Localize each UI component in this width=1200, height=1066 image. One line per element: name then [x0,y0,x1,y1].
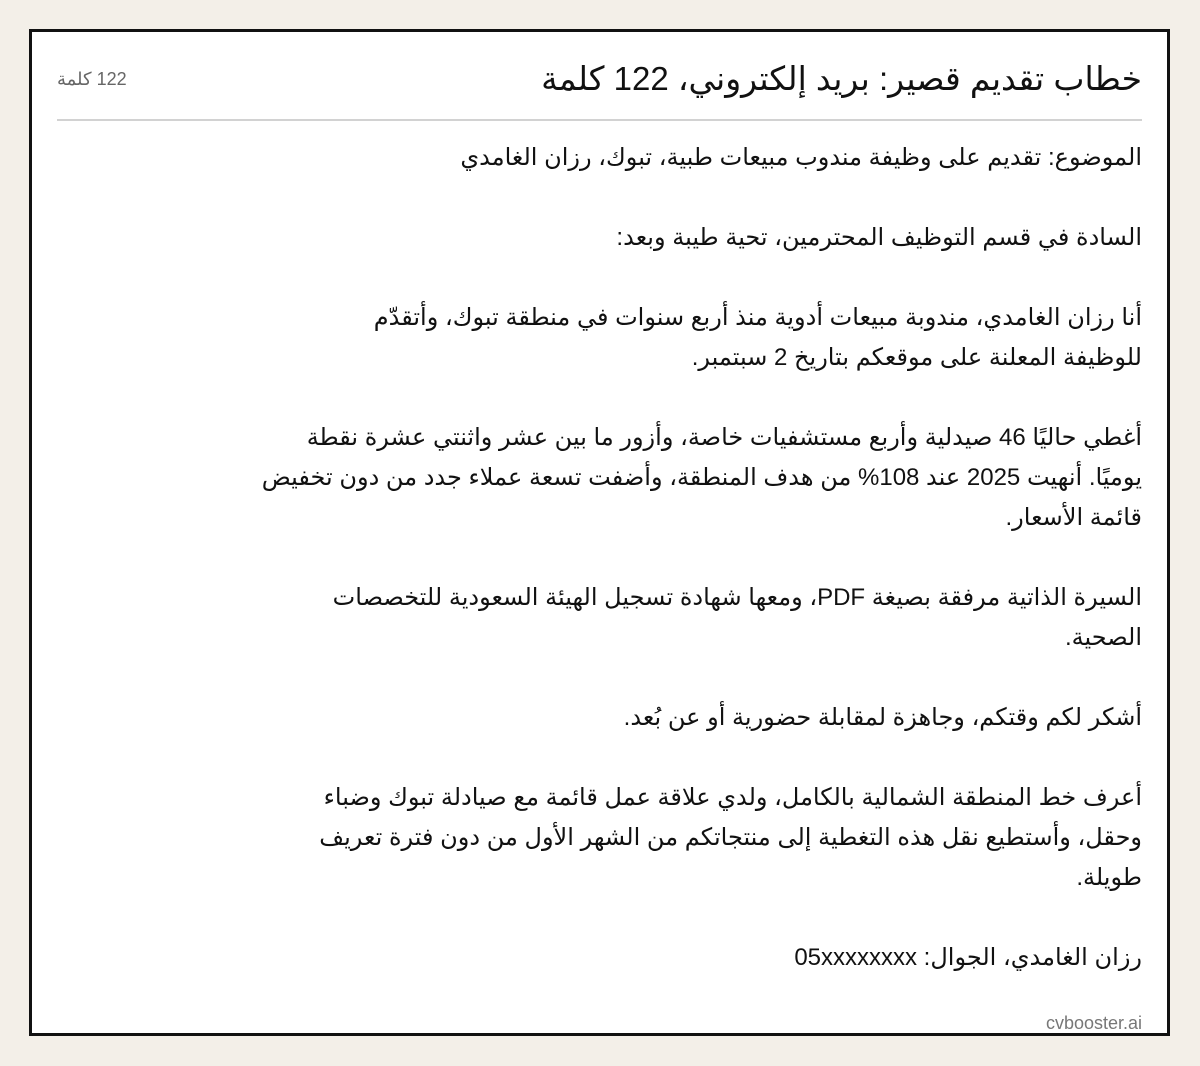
subject-line [182,138,1142,178]
paragraph-line: يوميًا. أنهيت 2025 عند 108% من هدف المنطقة، وأضفت تسعة عملاء جدد من دون تخفيض [261,464,1142,491]
intro-paragraph [182,298,1142,378]
paragraph-line: أعرف خط المنطقة الشمالية بالكامل، ولدي علاقة عمل قائمة مع صيادلة تبوك وضباء [323,784,1142,811]
letter-body [182,138,1142,978]
paragraph-line: وحقل، وأستطيع نقل هذه التغطية إلى منتجاتكم من الشهر الأول من دون فترة تعريف [319,824,1142,851]
signature-paragraph [182,938,1142,978]
paragraph-line: السيرة الذاتية مرفقة بصيغة PDF، ومعها شهادة تسجيل الهيئة السعودية للتخصصات [332,584,1142,611]
greeting-paragraph [182,218,1142,258]
signature-text: رزان الغامدي، الجوال: 05xxxxxxxx [794,944,1142,971]
paragraph-line: طويلة. [1076,864,1142,891]
paragraph-line: الصحية. [1064,624,1142,651]
letter-title: خطاب تقديم قصير: بريد إلكتروني، 122 كلمة [541,60,1142,97]
paragraph-line: أغطي حاليًا 46 صيدلية وأربع مستشفيات خاصة، وأزور ما بين عشر واثنتي عشرة نقطة [306,424,1142,451]
letter-header [57,32,1142,121]
paragraph-line: أنا رزان الغامدي، مندوبة مبيعات أدوية منذ أربع سنوات في منطقة تبوك، وأتقدّم [373,304,1142,331]
paragraph-line: قائمة الأسعار. [1005,504,1142,531]
brand-watermark: cvbooster.ai [1045,1013,1142,1033]
word-count-badge: 122 كلمة [57,69,127,89]
cover-letter-card [29,29,1170,1036]
paragraph-line: أشكر لكم وقتكم، وجاهزة لمقابلة حضورية أو عن بُعد. [623,704,1142,731]
thanks-paragraph [182,698,1142,738]
coverage-paragraph [182,778,1142,898]
subject-text: الموضوع: تقديم على وظيفة مندوب مبيعات طبية، تبوك، رزان الغامدي [460,144,1142,171]
attachments-paragraph [182,578,1142,658]
experience-paragraph [182,418,1142,538]
paragraph-line: للوظيفة المعلنة على موقعكم بتاريخ 2 سبتمبر. [691,344,1142,371]
greeting-text: السادة في قسم التوظيف المحترمين، تحية طيبة وبعد: [616,224,1142,251]
